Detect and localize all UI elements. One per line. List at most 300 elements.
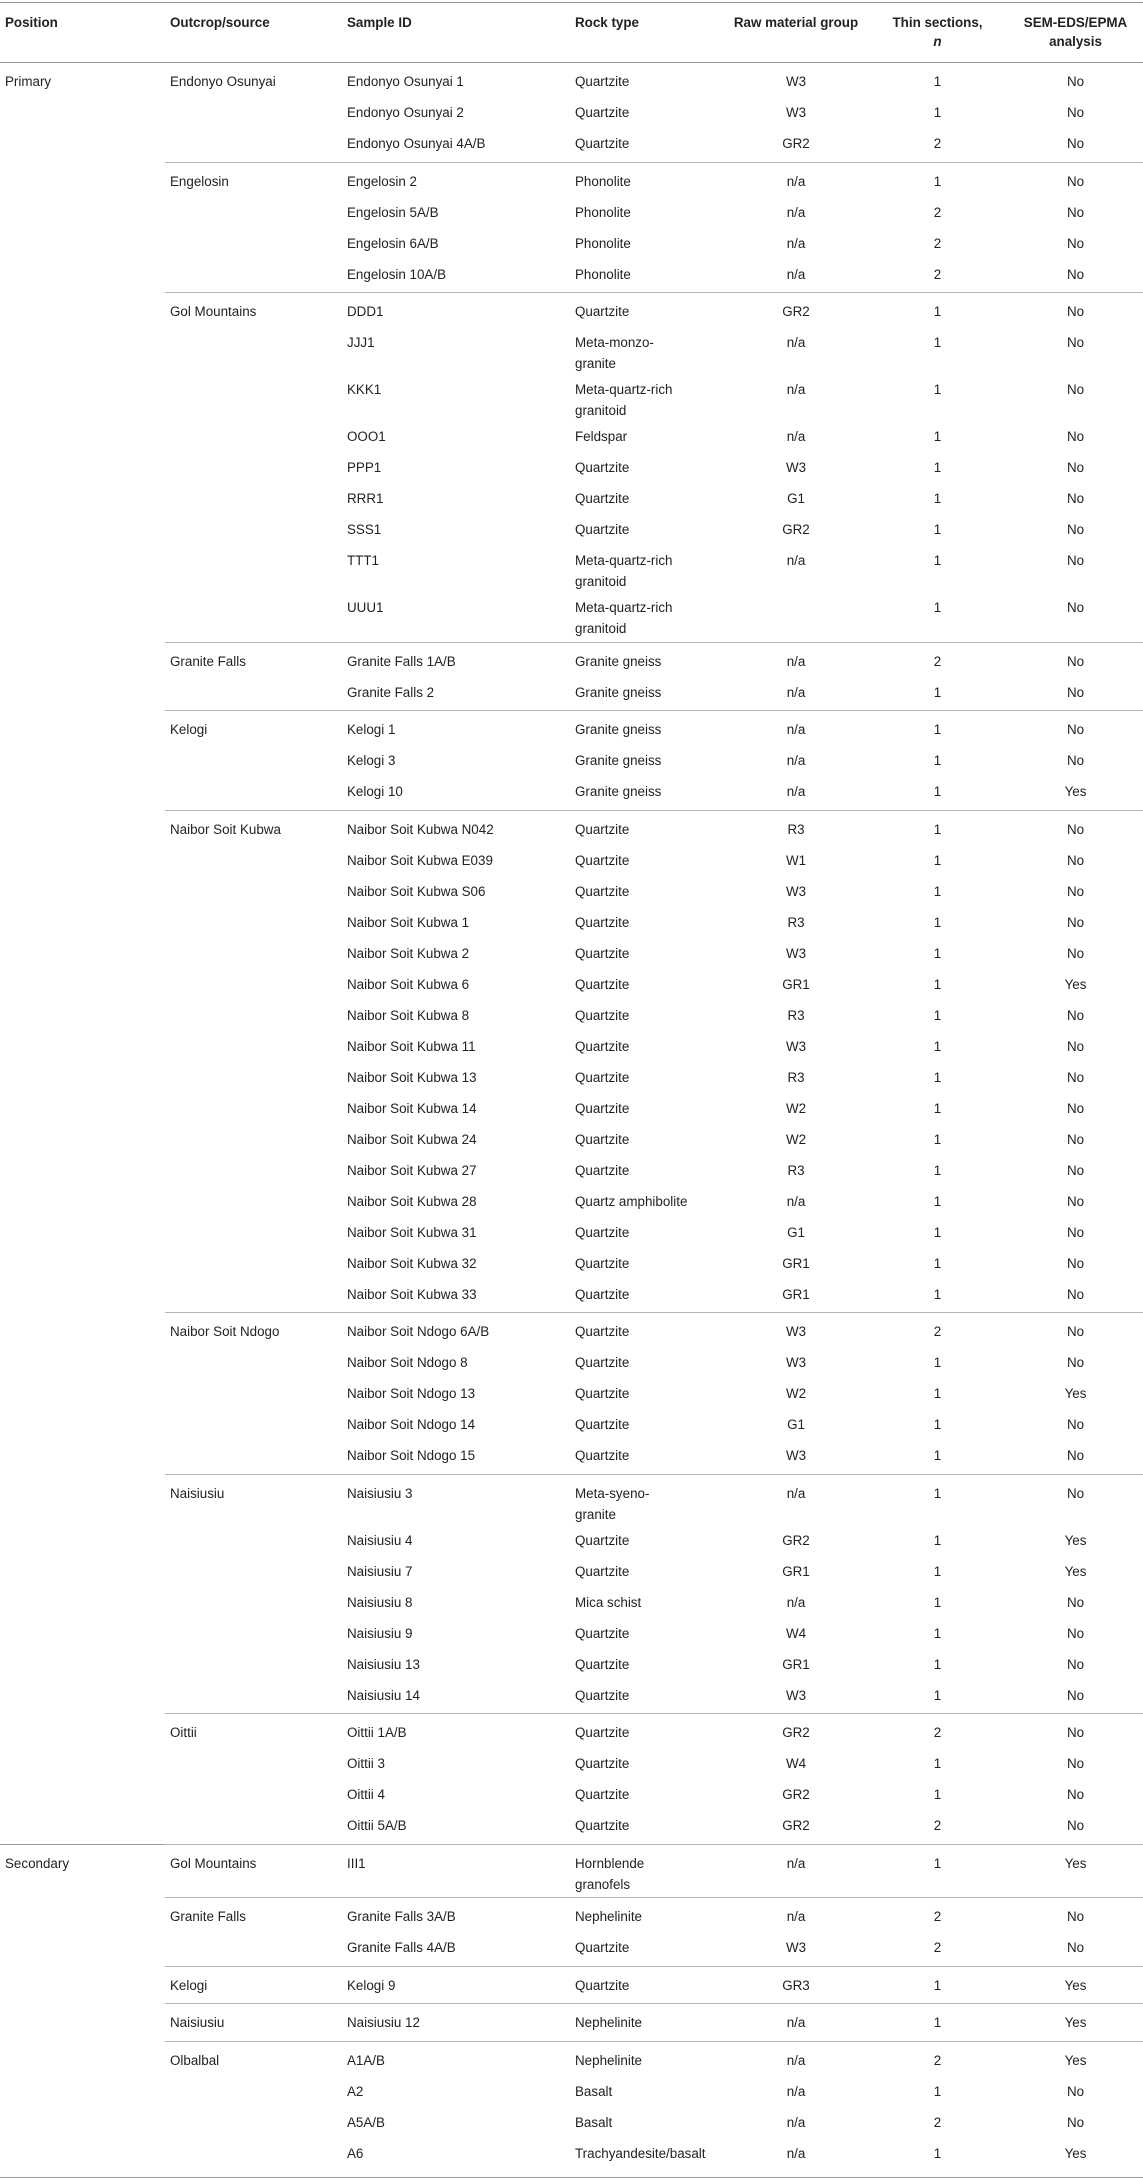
position-cell xyxy=(0,1281,165,1313)
position-cell: Primary xyxy=(5,74,52,89)
outcrop-cell xyxy=(165,1651,342,1682)
thin-sections-cell: 2 xyxy=(933,2114,942,2130)
outcrop-cell xyxy=(165,199,342,230)
thin-sections-cell: 2 xyxy=(933,235,942,251)
outcrop-cell xyxy=(165,1188,342,1219)
thin-sections-cell: 1 xyxy=(933,600,942,615)
sem-analysis-cell: No xyxy=(1066,1448,1085,1463)
table-row xyxy=(0,1714,1143,1751)
rock-type-line: Mica schist xyxy=(575,1594,642,1610)
thin-sections-cell: 1 xyxy=(933,105,942,120)
rock-type-cell xyxy=(570,1651,725,1682)
thin-sections-cell: 2 xyxy=(933,136,942,151)
rock-type-line: Quartzite xyxy=(575,1386,630,1401)
sample-id-cell: SSS1 xyxy=(347,522,382,537)
sem-analysis-cell: No xyxy=(1066,1286,1085,1302)
thin-sections-cell: 1 xyxy=(867,810,1008,847)
sem-analysis-cell: No xyxy=(1066,460,1085,475)
outcrop-cell xyxy=(165,779,342,811)
rock-type-cell xyxy=(570,1620,725,1651)
sample-id-cell: Naibor Soit Kubwa 11 xyxy=(347,1038,476,1054)
thin-sections-cell: 2 xyxy=(867,1898,1008,1935)
position-cell xyxy=(0,2109,165,2140)
rock-type-cell xyxy=(570,1527,725,1558)
sample-id-cell: Granite Falls 1A/B xyxy=(342,642,570,679)
sem-analysis-cell: No xyxy=(1066,553,1085,568)
table-row xyxy=(0,162,1143,199)
position-cell xyxy=(0,847,165,878)
outcrop-cell xyxy=(165,1782,342,1813)
table-row xyxy=(0,1126,1143,1157)
rock-type-line: Feldspar xyxy=(575,429,628,444)
rock-type-line: Hornblende xyxy=(575,1855,645,1871)
outcrop-cell xyxy=(165,971,342,1002)
thin-sections-cell: 1 xyxy=(933,1386,942,1401)
sem-analysis-cell: No xyxy=(1008,711,1143,748)
table-row xyxy=(0,1412,1143,1443)
raw-material-group-cell: G1 xyxy=(787,491,805,506)
table-row xyxy=(0,2140,1143,2177)
thin-sections-cell: 1 xyxy=(933,1448,942,1463)
position-cell xyxy=(0,1033,165,1064)
outcrop-cell: Naisiusiu xyxy=(165,1474,342,1527)
outcrop-cell xyxy=(165,1620,342,1651)
table-row xyxy=(0,1281,1143,1313)
raw-material-group-cell: W3 xyxy=(725,63,867,100)
rock-type-line: Nephelinite xyxy=(575,2052,642,2068)
sem-analysis-cell: No xyxy=(1008,63,1143,100)
rock-type-cell xyxy=(570,261,725,293)
thin-sections-cell: 1 xyxy=(933,753,942,768)
sample-id-cell: Kelogi 3 xyxy=(347,753,396,768)
sample-id-cell: OOO1 xyxy=(347,429,386,444)
raw-material-group-cell: W3 xyxy=(785,105,807,120)
table-row xyxy=(0,909,1143,940)
table-row xyxy=(0,1250,1143,1281)
header-outcrop: Outcrop/source xyxy=(165,3,342,63)
table-row xyxy=(0,711,1143,748)
table-row xyxy=(0,1935,1143,1967)
raw-material-group-cell: n/a xyxy=(786,2083,806,2099)
rock-type-line: granite xyxy=(575,356,616,371)
raw-material-group-cell: W1 xyxy=(785,852,807,868)
rock-type-cell xyxy=(570,1966,725,2004)
thin-sections-cell: 1 xyxy=(933,1687,942,1703)
raw-material-group-cell: n/a xyxy=(786,429,806,444)
rock-type-cell xyxy=(570,131,725,163)
sample-id-cell: Engelosin 5A/B xyxy=(347,204,439,220)
sem-analysis-cell: No xyxy=(1066,883,1085,899)
sem-analysis-cell: No xyxy=(1066,945,1085,961)
thin-sections-cell: 2 xyxy=(933,204,942,220)
thin-sections-cell: 1 xyxy=(933,1007,942,1023)
sample-id-cell: Naisiusiu 3 xyxy=(342,1474,570,1527)
table-row xyxy=(0,548,1143,595)
outcrop-cell xyxy=(165,455,342,486)
sem-analysis-cell: No xyxy=(1066,1756,1085,1771)
rock-type-line: Quartzite xyxy=(575,460,630,475)
position-cell xyxy=(0,1935,165,1967)
sem-analysis-cell: Yes xyxy=(1008,1966,1143,2004)
position-cell xyxy=(0,486,165,517)
outcrop-cell: Granite Falls xyxy=(165,1898,342,1935)
sample-id-cell: Oittii 5A/B xyxy=(347,1818,407,1833)
rock-type-line: Nephelinite xyxy=(575,2015,642,2030)
thin-sections-cell: 1 xyxy=(933,945,942,961)
rock-type-line: Quartzite xyxy=(575,1069,630,1085)
position-cell xyxy=(0,971,165,1002)
outcrop-cell: Granite Falls xyxy=(165,642,342,679)
position-cell xyxy=(0,642,165,679)
position-cell xyxy=(0,810,165,847)
position-cell xyxy=(0,131,165,163)
sem-analysis-cell: Yes xyxy=(1064,1386,1087,1401)
rock-type-cell xyxy=(570,1033,725,1064)
thin-sections-cell: 1 xyxy=(867,711,1008,748)
table-row xyxy=(0,1589,1143,1620)
raw-material-group-cell: n/a xyxy=(786,784,806,799)
sample-id-cell: Naibor Soit Kubwa 32 xyxy=(347,1255,477,1271)
raw-material-group-cell: W3 xyxy=(785,1940,807,1955)
sem-analysis-cell: No xyxy=(1066,1687,1085,1703)
table-row xyxy=(0,1157,1143,1188)
rock-type-line: Meta-quartz-rich xyxy=(575,553,673,568)
rock-type-line: Quartzite xyxy=(575,1787,630,1802)
outcrop-cell xyxy=(165,1064,342,1095)
position-cell xyxy=(0,1558,165,1589)
sem-analysis-cell: No xyxy=(1008,1313,1143,1350)
outcrop-cell: Olbalbal xyxy=(165,2041,342,2078)
sample-id-cell: A2 xyxy=(347,2083,364,2099)
rock-type-cell xyxy=(570,642,725,679)
header-sample-id: Sample ID xyxy=(342,3,570,63)
rock-type-line: Quartzite xyxy=(575,1007,630,1023)
table-row xyxy=(0,878,1143,909)
header-raw-material-group: Raw material group xyxy=(725,3,867,63)
sem-analysis-cell: No xyxy=(1066,335,1085,350)
sample-id-cell: DDD1 xyxy=(342,293,570,330)
rock-type-line: Quartzite xyxy=(575,522,630,537)
sample-id-cell: Naibor Soit Kubwa 31 xyxy=(347,1224,477,1240)
table-row xyxy=(0,2109,1143,2140)
outcrop-cell xyxy=(165,2109,342,2140)
rock-type-line: Quartzite xyxy=(575,1725,630,1740)
rock-type-line: Quartzite xyxy=(575,1940,630,1955)
rock-type-line: granofels xyxy=(575,1876,631,1892)
sample-id-cell: Naisiusiu 4 xyxy=(347,1532,413,1548)
thin-sections-cell: 2 xyxy=(933,266,942,282)
outcrop-cell: Engelosin xyxy=(165,162,342,199)
position-cell xyxy=(0,1651,165,1682)
rock-type-line: Quartzite xyxy=(575,1100,630,1116)
rock-type-line: Quartzite xyxy=(575,304,630,319)
position-cell xyxy=(0,1250,165,1281)
rock-type-line: Quartzite xyxy=(575,1131,630,1147)
table-row xyxy=(0,261,1143,293)
rock-type-cell xyxy=(570,377,725,424)
table-row xyxy=(0,377,1143,424)
raw-material-group-cell: W2 xyxy=(785,1100,807,1116)
raw-material-group-cell: G1 xyxy=(787,1224,805,1240)
thin-sections-cell: 1 xyxy=(933,1417,942,1432)
sem-analysis-cell: No xyxy=(1008,1474,1143,1527)
outcrop-cell xyxy=(165,1157,342,1188)
table-row xyxy=(0,1188,1143,1219)
table-row xyxy=(0,1474,1143,1527)
table-row xyxy=(0,424,1143,455)
outcrop-cell xyxy=(165,878,342,909)
raw-material-group-cell: n/a xyxy=(786,684,806,700)
outcrop-cell xyxy=(165,909,342,940)
sem-analysis-cell: No xyxy=(1066,1007,1085,1023)
outcrop-cell: Gol Mountains xyxy=(165,1844,342,1898)
thin-sections-cell: 2 xyxy=(867,2041,1008,2078)
raw-material-group-cell: W3 xyxy=(785,1448,807,1463)
sem-analysis-cell: No xyxy=(1066,136,1085,151)
rock-type-line: Quartzite xyxy=(575,852,630,868)
raw-material-group-cell: R3 xyxy=(787,914,805,930)
sem-analysis-cell: Yes xyxy=(1064,1532,1087,1548)
sample-id-cell: Naibor Soit Kubwa 28 xyxy=(347,1193,477,1209)
rock-type-line: Quartzite xyxy=(575,1162,630,1178)
position-cell: Secondary xyxy=(0,1844,165,1898)
position-cell xyxy=(0,1219,165,1250)
rock-type-cell xyxy=(570,1898,725,1935)
outcrop-cell xyxy=(165,261,342,293)
sem-analysis-cell: No xyxy=(1066,105,1085,120)
raw-material-group-cell: n/a xyxy=(725,2140,867,2177)
sem-analysis-cell: No xyxy=(1066,1818,1085,1833)
thin-sections-cell: 1 xyxy=(933,335,942,350)
sem-analysis-cell: No xyxy=(1066,1940,1085,1955)
header-sem-analysis-word: analysis xyxy=(1049,34,1102,49)
table-body xyxy=(0,63,1143,2178)
rock-type-cell xyxy=(570,517,725,548)
rock-type-cell xyxy=(570,162,725,199)
rock-type-cell xyxy=(570,1157,725,1188)
rock-type-line: Quartzite xyxy=(575,1977,630,1993)
table-row xyxy=(0,1527,1143,1558)
thin-sections-cell: 1 xyxy=(867,63,1008,100)
table-row xyxy=(0,1844,1143,1898)
sem-analysis-cell: No xyxy=(1066,266,1085,282)
rock-type-line: Quartzite xyxy=(575,1355,630,1370)
outcrop-cell xyxy=(165,2140,342,2177)
rock-type-cell xyxy=(570,1095,725,1126)
rock-type-line: Quartzite xyxy=(575,105,630,120)
outcrop-cell xyxy=(165,486,342,517)
raw-material-group-cell: GR2 xyxy=(782,1818,810,1833)
table-row xyxy=(0,1219,1143,1250)
outcrop-cell xyxy=(165,1095,342,1126)
sample-id-cell: UUU1 xyxy=(347,600,384,615)
outcrop-cell: Naisiusiu xyxy=(165,2004,342,2042)
outcrop-cell xyxy=(165,1589,342,1620)
thin-sections-cell: 1 xyxy=(933,1100,942,1116)
rock-type-line: Granite gneiss xyxy=(575,653,662,669)
table-row xyxy=(0,971,1143,1002)
rock-type-line: Quartzite xyxy=(575,1532,630,1548)
thin-sections-cell: 1 xyxy=(867,1844,1008,1898)
sample-id-cell: Naibor Soit Ndogo 14 xyxy=(347,1417,476,1432)
thin-sections-cell: 1 xyxy=(933,522,942,537)
raw-material-group-cell: R3 xyxy=(787,1069,805,1085)
position-cell xyxy=(0,1474,165,1527)
sample-id-cell: Kelogi 1 xyxy=(342,711,570,748)
rock-type-line: Quartzite xyxy=(575,1324,630,1339)
thin-sections-cell: 1 xyxy=(933,976,942,992)
sem-analysis-cell: No xyxy=(1066,1038,1085,1054)
outcrop-cell xyxy=(165,1751,342,1782)
table-row xyxy=(0,330,1143,377)
rock-type-cell xyxy=(570,909,725,940)
rock-type-cell xyxy=(570,1281,725,1313)
rock-type-line: Quartzite xyxy=(575,1417,630,1432)
outcrop-cell xyxy=(165,230,342,261)
rock-type-cell xyxy=(570,2078,725,2109)
sample-id-cell: A6 xyxy=(342,2140,570,2177)
rock-type-cell xyxy=(570,1250,725,1281)
rock-type-line: Meta-quartz-rich xyxy=(575,600,673,615)
rock-type-line: Quartz amphibolite xyxy=(575,1193,688,1209)
sem-analysis-cell: No xyxy=(1066,1224,1085,1240)
sem-analysis-cell: No xyxy=(1066,1417,1085,1432)
position-cell xyxy=(0,940,165,971)
thin-sections-cell: 2 xyxy=(867,642,1008,679)
rock-type-cell xyxy=(570,2041,725,2078)
rock-type-line: Quartzite xyxy=(575,1625,630,1641)
position-cell xyxy=(0,1095,165,1126)
rock-type-cell xyxy=(570,2109,725,2140)
sem-analysis-cell: No xyxy=(1066,684,1085,700)
raw-material-group-cell: n/a xyxy=(786,553,806,568)
rock-type-cell xyxy=(570,1813,725,1845)
sample-id-cell: Naibor Soit Kubwa E039 xyxy=(347,852,493,868)
outcrop-cell xyxy=(165,1412,342,1443)
thin-sections-cell: 1 xyxy=(933,1532,942,1548)
rock-type-cell xyxy=(570,1844,725,1898)
sample-id-cell: Naibor Soit Kubwa 27 xyxy=(347,1162,477,1178)
rock-type-line: Quartzite xyxy=(575,1756,630,1771)
sem-analysis-cell: No xyxy=(1066,753,1085,768)
position-cell xyxy=(0,199,165,230)
thin-sections-cell: 1 xyxy=(867,162,1008,199)
sem-analysis-cell: No xyxy=(1008,810,1143,847)
raw-material-group-cell: W4 xyxy=(785,1756,807,1771)
outcrop-cell xyxy=(165,1813,342,1845)
position-cell xyxy=(0,1188,165,1219)
table-row xyxy=(0,131,1143,163)
sem-analysis-cell: No xyxy=(1008,1898,1143,1935)
rock-type-cell xyxy=(570,1412,725,1443)
header-thin-sections-n: n xyxy=(933,34,942,49)
raw-material-group-cell: W3 xyxy=(725,1313,867,1350)
outcrop-cell xyxy=(165,1935,342,1967)
sample-id-cell: Granite Falls 3A/B xyxy=(342,1898,570,1935)
thin-sections-cell: 1 xyxy=(933,1193,942,1209)
position-cell xyxy=(0,1620,165,1651)
table-row xyxy=(0,455,1143,486)
thin-sections-cell: 1 xyxy=(933,1625,942,1641)
sample-id-cell: Naisiusiu 8 xyxy=(347,1594,413,1610)
position-cell xyxy=(0,1002,165,1033)
sem-analysis-cell: No xyxy=(1066,600,1085,615)
raw-material-group-cell: GR3 xyxy=(725,1966,867,2004)
table-row xyxy=(0,748,1143,779)
rock-type-line: Meta-syeno- xyxy=(575,1485,650,1501)
position-cell xyxy=(0,1714,165,1751)
header-position: Position xyxy=(0,3,165,63)
raw-material-group-cell: GR1 xyxy=(782,1563,810,1579)
rock-type-cell xyxy=(570,748,725,779)
rock-type-line: Granite gneiss xyxy=(575,722,662,737)
position-cell xyxy=(0,1682,165,1714)
position-cell xyxy=(0,2140,165,2177)
sem-analysis-cell: Yes xyxy=(1064,784,1087,799)
rock-type-line: Trachyandesite/basalt xyxy=(575,2145,706,2161)
rock-type-cell xyxy=(570,1219,725,1250)
position-cell xyxy=(0,1966,165,2004)
rock-type-cell xyxy=(570,63,725,100)
sem-analysis-cell: No xyxy=(1066,1355,1085,1370)
thin-sections-cell: 1 xyxy=(933,1756,942,1771)
rock-type-cell xyxy=(570,330,725,377)
thin-sections-cell: 1 xyxy=(933,852,942,868)
thin-sections-cell: 1 xyxy=(933,1355,942,1370)
sem-analysis-cell: No xyxy=(1066,382,1085,397)
thin-sections-cell: 1 xyxy=(933,553,942,568)
thin-sections-cell: 1 xyxy=(867,293,1008,330)
sample-id-cell: Granite Falls 4A/B xyxy=(347,1940,456,1955)
raw-material-group-cell: n/a xyxy=(725,1474,867,1527)
rock-type-cell xyxy=(570,1064,725,1095)
outcrop-cell xyxy=(165,1381,342,1412)
position-cell xyxy=(0,1157,165,1188)
raw-material-group-cell: n/a xyxy=(786,266,806,282)
position-cell xyxy=(0,100,165,131)
position-cell xyxy=(0,1064,165,1095)
raw-material-group-cell: n/a xyxy=(725,2041,867,2078)
header-thin-sections xyxy=(867,3,1008,63)
header-row xyxy=(0,3,1143,63)
position-cell xyxy=(0,293,165,330)
thin-sections-cell: 2 xyxy=(933,1818,942,1833)
outcrop-cell xyxy=(165,847,342,878)
sem-analysis-cell: No xyxy=(1066,1069,1085,1085)
sample-id-cell: TTT1 xyxy=(347,553,379,568)
position-cell xyxy=(0,711,165,748)
rock-type-cell xyxy=(570,1002,725,1033)
raw-material-group-cell: n/a xyxy=(786,1594,806,1610)
rock-type-cell xyxy=(570,230,725,261)
thin-sections-cell: 1 xyxy=(933,1255,942,1271)
position-cell xyxy=(0,1751,165,1782)
thin-sections-cell: 1 xyxy=(933,1069,942,1085)
sem-analysis-cell: No xyxy=(1008,642,1143,679)
raw-material-group-cell: GR1 xyxy=(782,1255,810,1271)
table-row xyxy=(0,63,1143,100)
rock-type-line: Quartzite xyxy=(575,74,630,89)
raw-material-group-cell: n/a xyxy=(786,382,806,397)
sem-analysis-cell: No xyxy=(1008,1714,1143,1751)
sem-analysis-cell: No xyxy=(1066,235,1085,251)
table-row xyxy=(0,230,1143,261)
sample-id-cell: Kelogi 10 xyxy=(347,784,403,799)
sample-id-cell: A1A/B xyxy=(342,2041,570,2078)
header-thin-sections-label: Thin sections, xyxy=(892,15,983,30)
rock-type-line: Granite gneiss xyxy=(575,753,662,768)
rock-type-cell xyxy=(570,199,725,230)
